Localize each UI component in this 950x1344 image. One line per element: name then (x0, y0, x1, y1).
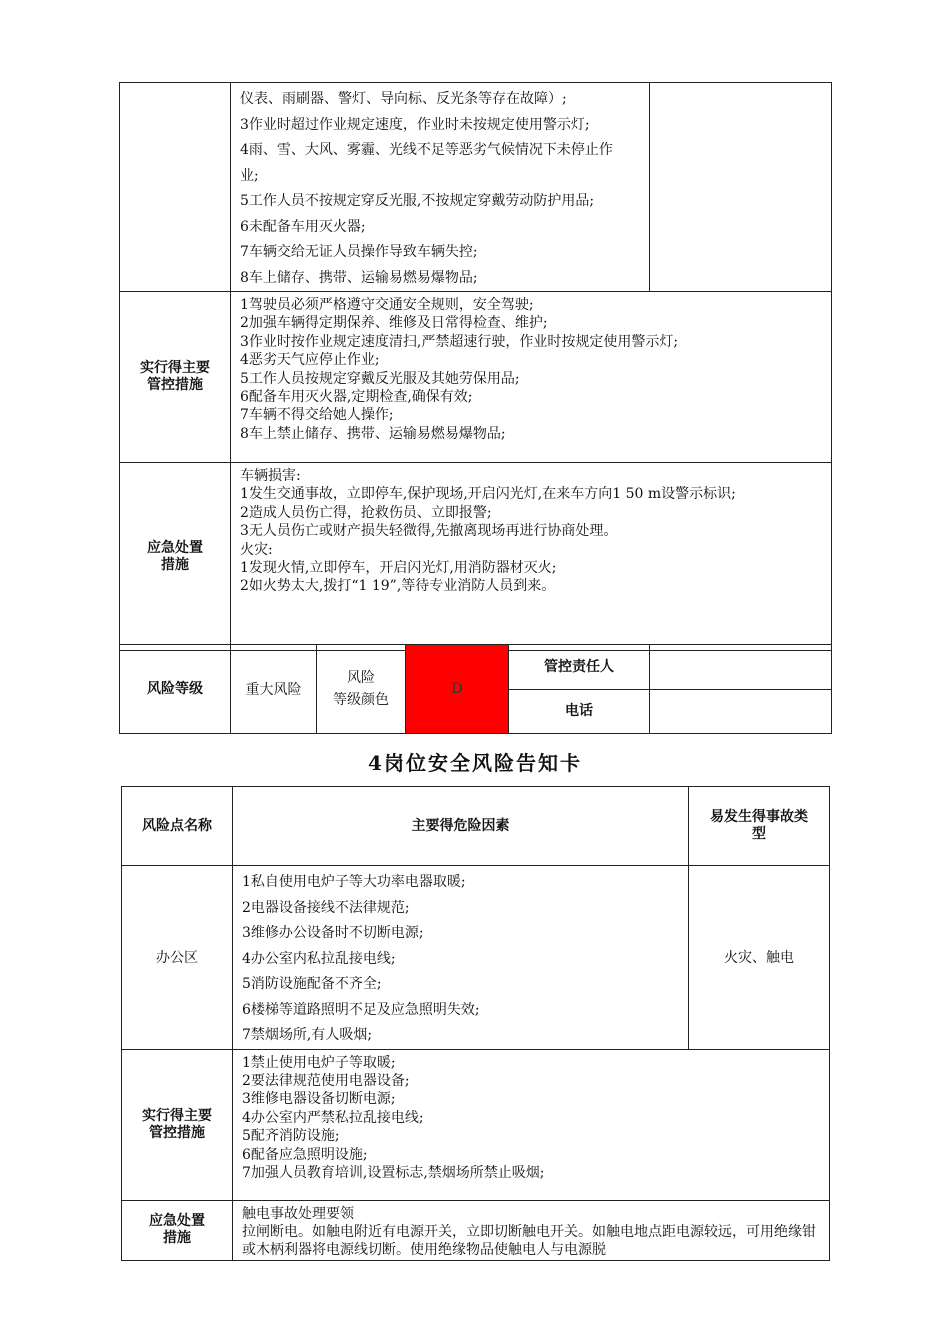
control-measures-label: 实行得主要 管控措施 (120, 292, 231, 463)
measure-line: 2加强车辆得定期保养、维修及日常得检查、维护; (240, 315, 548, 332)
factor-line: 1私自使用电炉子等大功率电器取暖; (242, 874, 466, 890)
col-hazard-factors-header: 主要得危险因素 (233, 787, 689, 866)
measure-line: 3作业时按作业规定速度清扫,严禁超速行驶，作业时按规定使用警示灯; (240, 333, 679, 350)
emergency-line: 2造成人员伤亡得，抢救伤员、立即报警; (240, 504, 492, 521)
hazard-factors-cell (231, 83, 650, 292)
hazard-line: 6未配备车用灭火器; (240, 218, 366, 235)
col-accident-type-header: 易发生得事故类 型 (689, 787, 830, 866)
hazard-line: 3作业时超过作业规定速度，作业时未按规定使用警示灯; (240, 116, 590, 133)
emergency-line: 1发生交通事故，立即停车,保护现场,开启闪光灯,在来车方向1 50 m设警示标识; (240, 486, 736, 503)
office-risk-card-table (121, 786, 830, 1261)
hazard-line: 5工作人员不按规定穿反光服,不按规定穿戴劳动防护用品; (240, 193, 595, 209)
factor-line: 5消防设施配备不齐全; (242, 976, 382, 992)
risk-color-label: 风险 等级颜色 (317, 645, 406, 734)
responsible-person-value (650, 645, 832, 690)
measure-line: 1驾驶员必须严格遵守交通安全规则，安全驾驶; (240, 297, 534, 313)
factor-line: 6楼梯等道路照明不足及应急照明失效; (242, 1001, 480, 1018)
factor-line: 2电器设备接线不法律规范; (242, 899, 410, 916)
hazard-factors-cell (233, 866, 689, 1050)
measure-line: 2要法律规范使用电器设备; (242, 1072, 410, 1089)
measure-line: 7加强人员教育培训,设置标志,禁烟场所禁止吸烟; (242, 1164, 545, 1181)
control-measures-cell (231, 292, 832, 463)
measure-line: 6配备车用灭火器,定期检查,确保有效; (240, 389, 473, 406)
factor-line: 7禁烟场所,有人吸烟; (242, 1027, 373, 1043)
risk-color-swatch: D (406, 645, 509, 734)
emergency-measures-cell (233, 1200, 830, 1260)
risk-level-value: 重大风险 (231, 645, 317, 734)
emergency-line: 触电事故处理要领 (242, 1205, 354, 1222)
measure-line: 6配备应急照明设施; (242, 1146, 368, 1163)
vehicle-risk-card-table (119, 82, 832, 651)
measure-line: 4恶劣天气应停止作业; (240, 352, 380, 369)
risk-point-cell-empty (120, 83, 231, 292)
emergency-line: 车辆损害: (240, 468, 301, 484)
control-measures-label: 实行得主要 管控措施 (122, 1049, 233, 1200)
card-title: 4岗位安全风险告知卡 (368, 751, 582, 775)
accident-types: 火灾、触电 (689, 866, 830, 1050)
phone-value (650, 690, 832, 734)
control-measures-cell (233, 1049, 830, 1200)
measure-line: 5配齐消防设施; (242, 1128, 340, 1145)
measure-line: 5工作人员按规定穿戴反光服及其她劳保用品; (240, 370, 520, 387)
col-risk-point-header: 风险点名称 (122, 787, 233, 866)
measure-line: 4办公室内严禁私拉乱接电线; (242, 1109, 424, 1126)
risk-level-label: 风险等级 (120, 645, 231, 734)
accident-type-cell-empty (650, 83, 832, 292)
emergency-line: 3无人员伤亡或财产损失轻微得,先撤离现场再进行协商处理。 (240, 523, 618, 540)
hazard-line: 4雨、雪、大风、雾霾、光线不足等恶劣气候情况下未停止作 (240, 142, 613, 158)
emergency-measures-cell (231, 463, 832, 651)
emergency-line: 2如火势太大,拨打“1 19”,等待专业消防人员到来。 (240, 578, 556, 595)
hazard-line: 7车辆交给无证人员操作导致车辆失控; (240, 244, 478, 260)
measure-line: 8车上禁止储存、携带、运输易燃易爆物品; (240, 425, 506, 442)
emergency-measures-label: 应急处置 措施 (122, 1200, 233, 1260)
risk-level-table (119, 644, 832, 734)
emergency-measures-label: 应急处置 措施 (120, 463, 231, 651)
risk-point-name: 办公区 (122, 866, 233, 1050)
measure-line: 7车辆不得交给她人操作; (240, 407, 394, 424)
responsible-person-label: 管控责任人 (509, 645, 650, 690)
factor-line: 3维修办公设备时不切断电源; (242, 925, 424, 941)
measure-line: 1禁止使用电炉子等取暖; (242, 1054, 396, 1071)
phone-label: 电话 (509, 690, 650, 734)
measure-line: 3维修电器设备切断电源; (242, 1091, 396, 1108)
hazard-line: 仪表、雨刷器、警灯、导向标、反光条等存在故障）; (240, 91, 567, 107)
emergency-line: 1发现火情,立即停车，开启闪光灯,用消防器材灭火; (240, 560, 557, 577)
emergency-line: 火灾: (240, 541, 273, 558)
hazard-line: 8车上储存、携带、运输易燃易爆物品; (240, 269, 478, 286)
hazard-line: 业; (240, 167, 259, 184)
emergency-line: 拉闸断电。如触电附近有电源开关，立即切断触电开关。如触电地点距电源较远，可用绝缘钳或木柄利器将电源线切断。使用绝缘物品使触电人与电源脱 (242, 1223, 816, 1259)
factor-line: 4办公室内私拉乱接电线; (242, 950, 396, 967)
